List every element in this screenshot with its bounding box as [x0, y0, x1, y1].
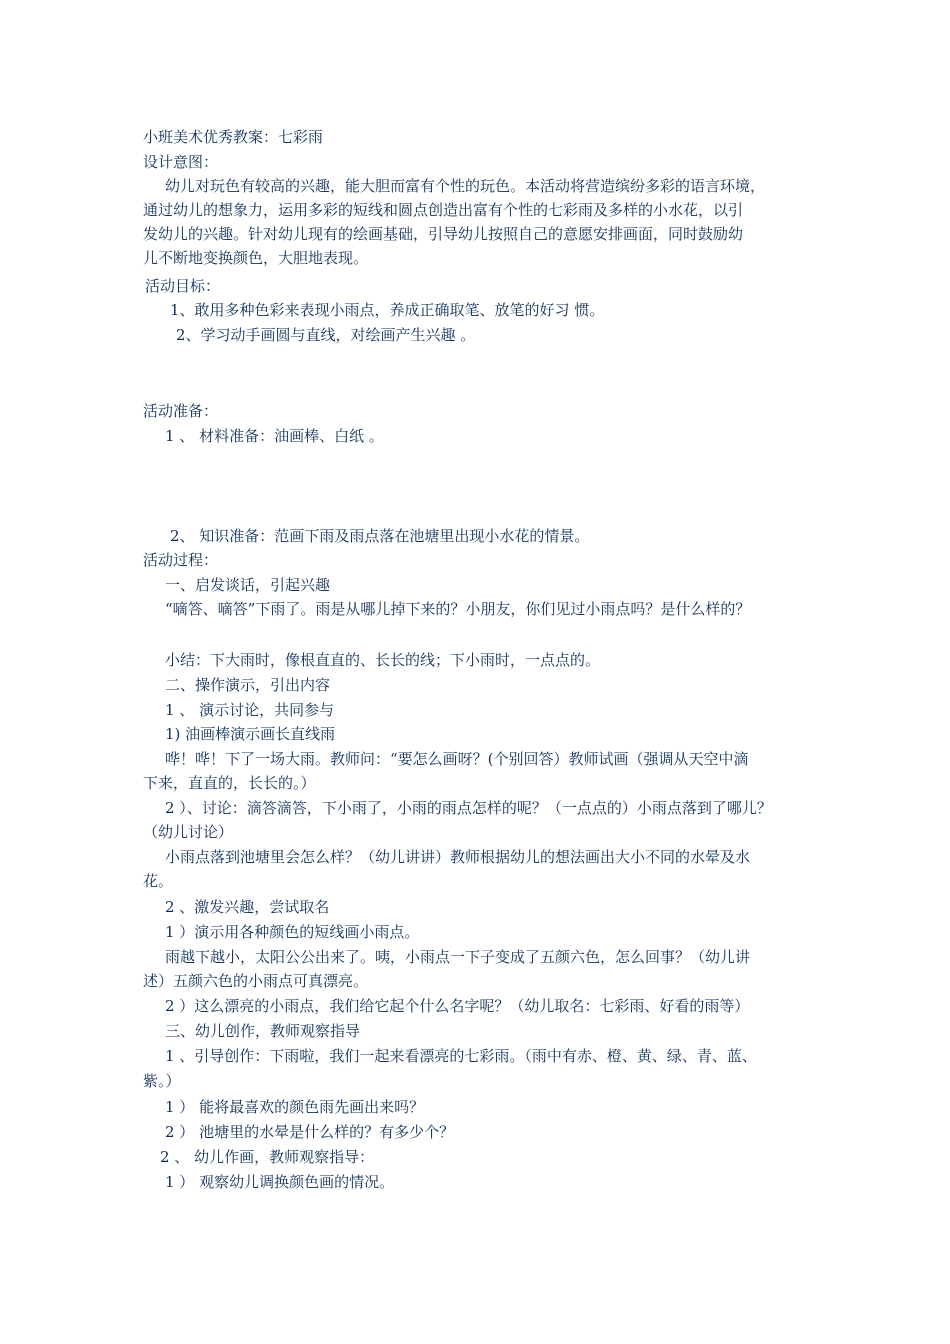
- paragraph-line: 通过幼儿的想象力，运用多彩的短线和圆点创造出富有个性的七彩雨及多样的小水花，以引: [143, 201, 744, 219]
- process-line: 2 ）、讨论：滴答滴答，下小雨了，小雨的雨点怎样的呢？（一点点的）小雨点落到了哪儿？: [165, 799, 772, 817]
- document-title: 小班美术优秀教案：七彩雨: [143, 128, 324, 146]
- process-line: 1 ） 观察幼儿调换颜色画的情况。: [165, 1173, 395, 1191]
- process-line: 1 ） 能将最喜欢的颜色雨先画出来吗？: [165, 1098, 425, 1116]
- process-line: 下来，直直的，长长的。）: [143, 774, 316, 792]
- goal-item: 2、学习动手画圆与直线，对绘画产生兴趣 。: [176, 326, 476, 344]
- process-line: 2 ） 池塘里的水晕是什么样的？有多少个？: [165, 1123, 455, 1141]
- process-line: 小结：下大雨时，像根直直的、长长的线；下小雨时，一点点的。: [165, 651, 601, 669]
- process-line: “嘀答、嘀答”下雨了。雨是从哪儿掉下来的？小朋友，你们见过小雨点吗？是什么样的？: [165, 600, 751, 618]
- process-line: 2 、 幼儿作画，教师观察指导：: [160, 1148, 375, 1166]
- process-line: 雨越下越小，太阳公公出来了。咦，小雨点一下子变成了五颜六色，怎么回事？（幼儿讲: [165, 948, 751, 966]
- process-line: 小雨点落到池塘里会怎么样？（幼儿讲讲）教师根据幼儿的想法画出大小不同的水晕及水: [165, 848, 751, 866]
- process-line: 1 ）演示用各种颜色的短线画小雨点。: [165, 923, 420, 941]
- process-line: 1 、引导创作：下雨啦，我们一起来看漂亮的七彩雨。（雨中有赤、橙、黄、绿、青、蓝、: [165, 1047, 757, 1065]
- process-line: 花。: [143, 872, 174, 890]
- process-line: 哗！哗！下了一场大雨。教师问：“要怎么画呀？(个别回答）教师试画（强调从天空中滴: [165, 750, 749, 768]
- process-line: 2 ）这么漂亮的小雨点，我们给它起个什么名字呢？（幼儿取名：七彩雨、好看的雨等）: [165, 997, 750, 1015]
- process-line: （幼儿讨论）: [143, 823, 234, 841]
- paragraph-line: 儿不断地变换颜色，大胆地表现。: [143, 249, 369, 267]
- preparation-item: 1 、 材料准备：油画棒、白纸 。: [165, 427, 384, 445]
- goal-item: 1、敢用多种色彩来表现小雨点，养成正确取笔、放笔的好习 惯。: [170, 301, 605, 319]
- process-line: 二、操作演示，引出内容: [165, 676, 331, 694]
- preparation-item: 2、 知识准备：范画下雨及雨点落在池塘里出现小水花的情景。: [170, 527, 590, 545]
- process-line: 三、幼儿创作，教师观察指导: [165, 1022, 361, 1040]
- goals-heading: 活动目标：: [145, 277, 221, 295]
- process-line: 述）五颜六色的小雨点可真漂亮。: [143, 972, 369, 990]
- paragraph-line: 幼儿对玩色有较高的兴趣，能大胆而富有个性的玩色。本活动将营造缤纷多彩的语言环境，: [165, 177, 766, 195]
- process-line: 2 、激发兴趣，尝试取名: [165, 898, 330, 916]
- preparation-heading: 活动准备：: [143, 402, 219, 420]
- process-line: 紫。）: [143, 1072, 181, 1090]
- process-heading: 活动过程：: [143, 551, 219, 569]
- design-intent-heading: 设计意图：: [143, 153, 219, 171]
- process-line: 一、启发谈话，引起兴趣: [165, 576, 331, 594]
- paragraph-line: 发幼儿的兴趣。针对幼儿现有的绘画基础，引导幼儿按照自己的意愿安排画面，同时鼓励幼: [143, 225, 744, 243]
- process-line: 1 、 演示讨论，共同参与: [165, 701, 335, 719]
- process-line: 1) 油画棒演示画长直线雨: [165, 725, 336, 743]
